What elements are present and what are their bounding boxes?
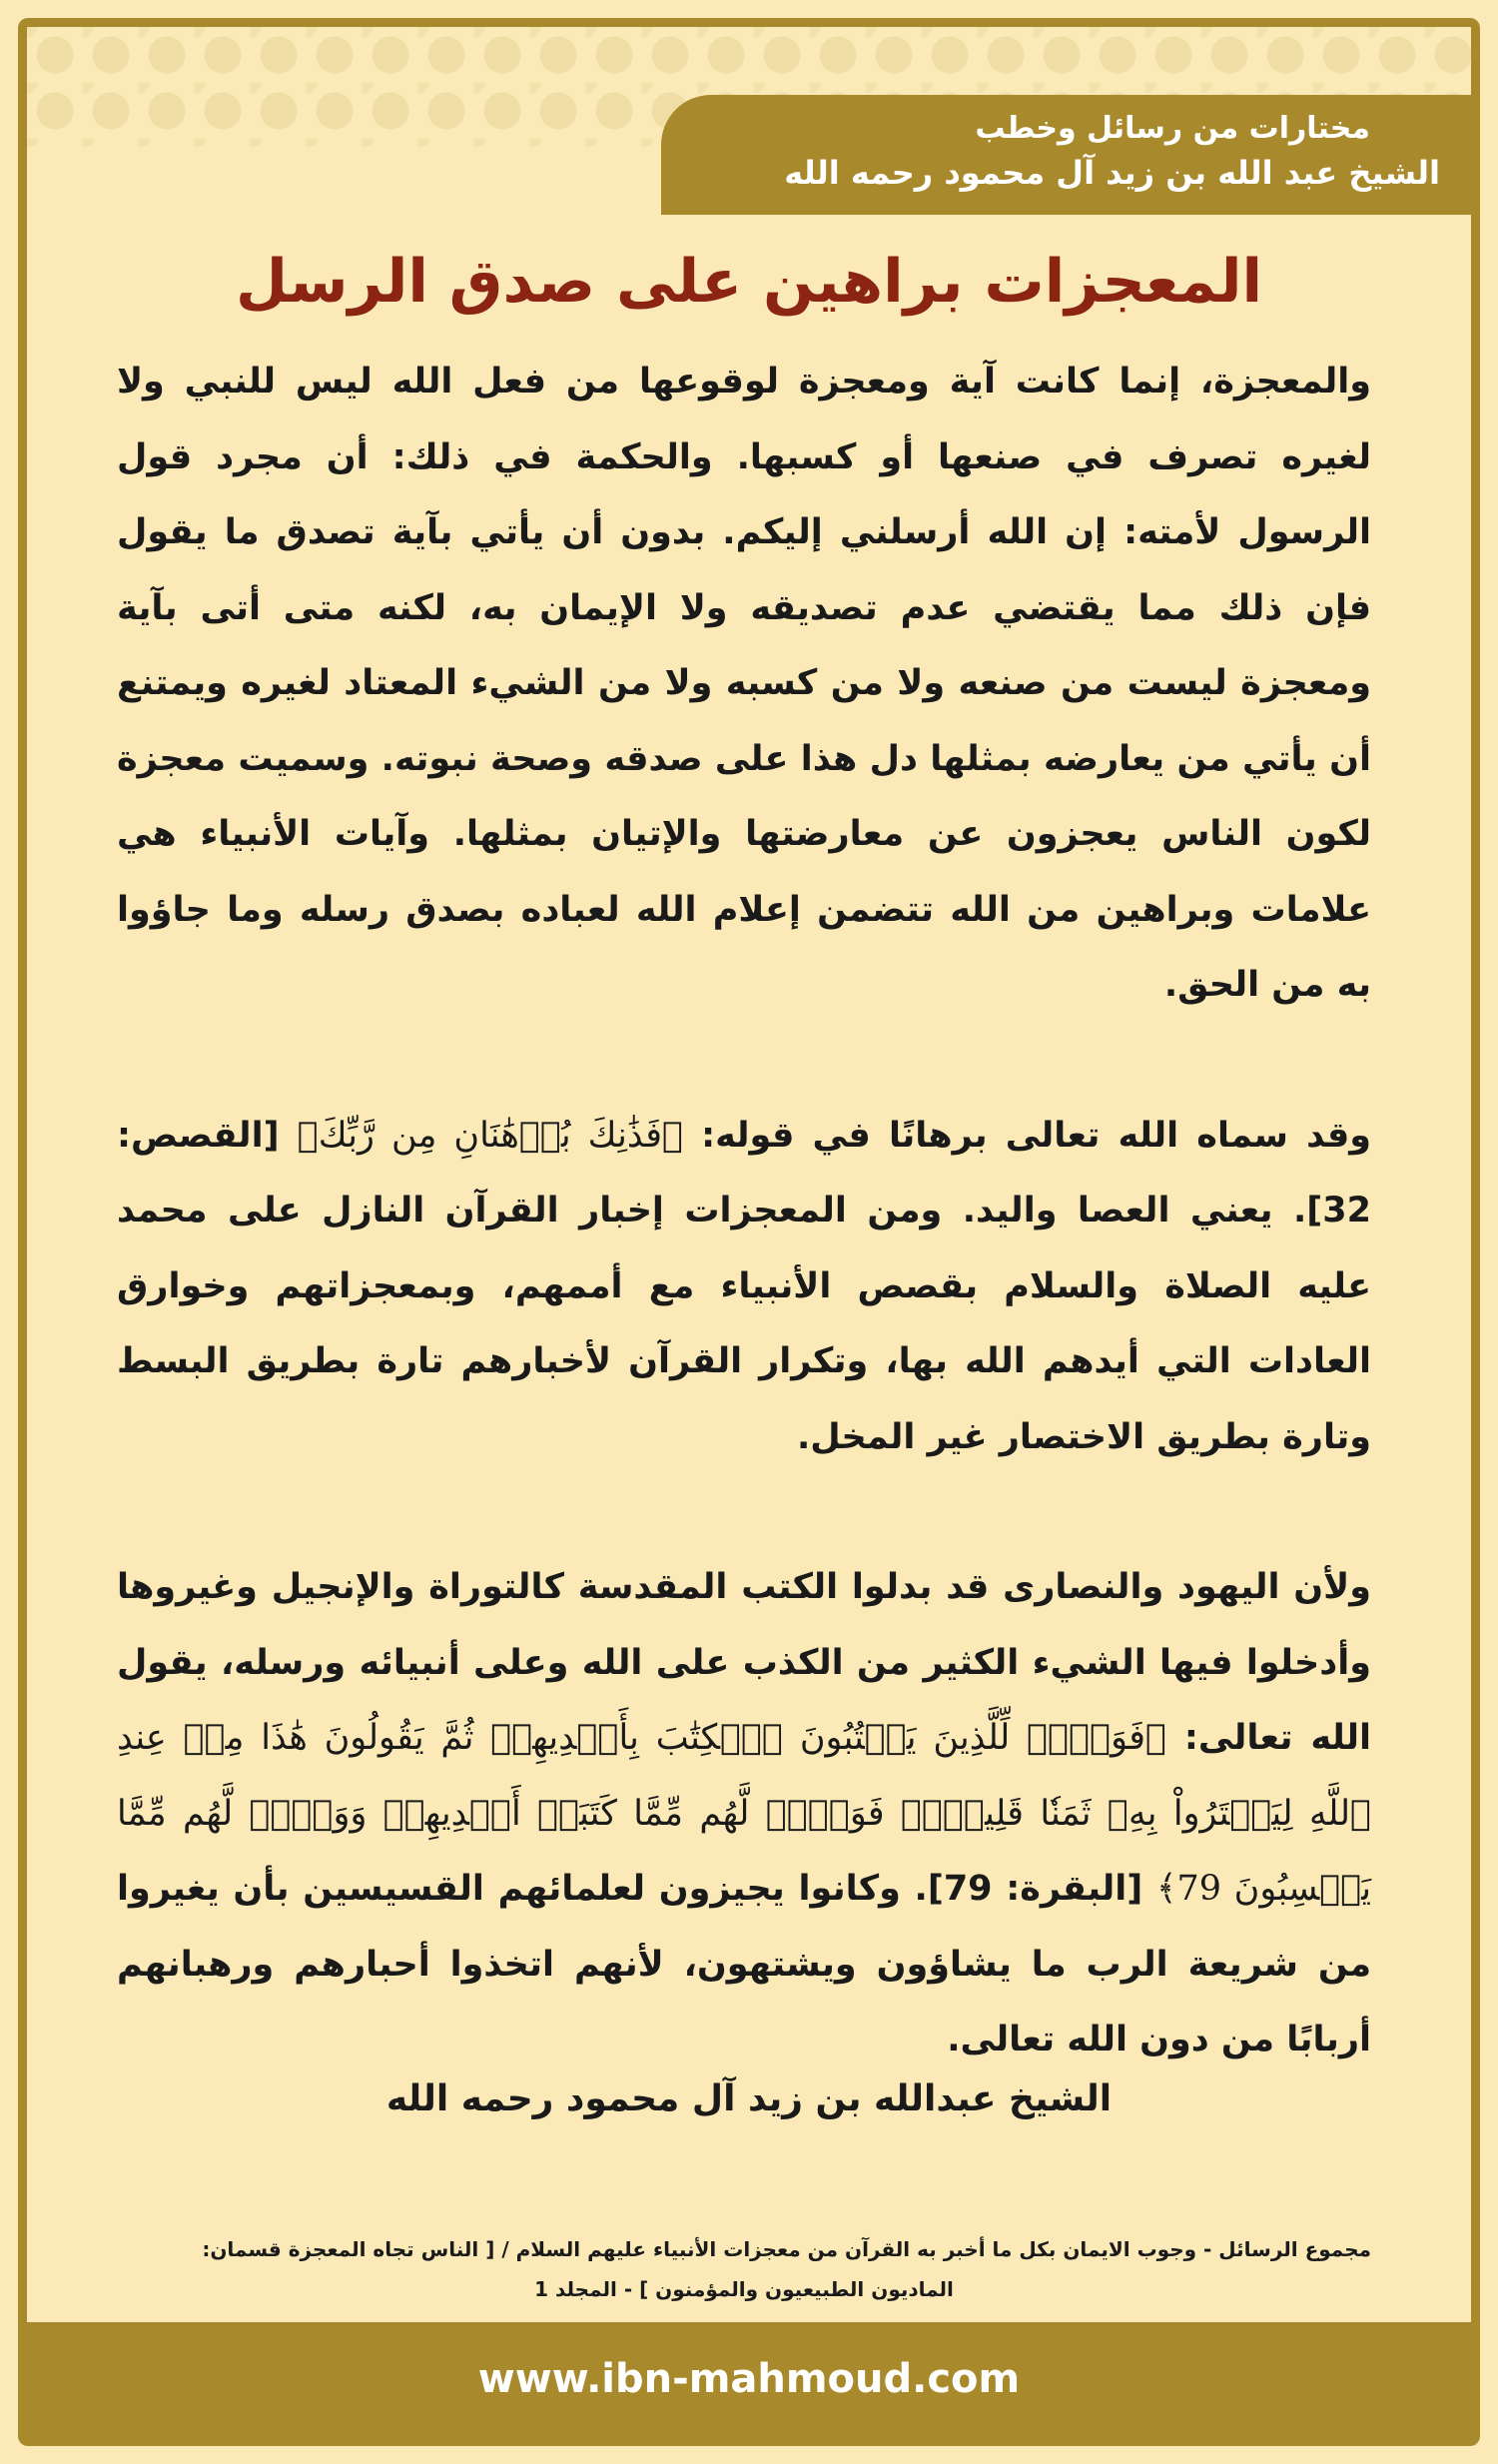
quran-verse-2: ﴿فَوَيۡلٞ لِّلَّذِينَ يَكۡتُبُونَ ٱلۡكِتَٰبَ بِأَيۡدِيهِمۡ ثُمَّ يَقُولُونَ هَٰذَا مِنۡ عِندِ ٱللَّهِ لِيَشۡتَرُواْ بِهِۦ ثَمَنٗا قَلِيلٗاۖ فَوَيۡلٞ لَّهُم مِّمَّا كَتَبَتۡ أَيۡدِيهِمۡ وَوَيۡلٞ لَّهُم مِّمَّا يَكۡسِبُونَ 79﴾	[117, 1718, 1371, 1909]
paragraph-1: والمعجزة، إنما كانت آية ومعجزة لوقوعها من فعل الله ليس للنبي ولا لغيره تصرف في صنعها أو كسبها. والحكمة في ذلك: أن مجرد قول الرسول لأمته: إن الله أرسلني إليكم. بدون أن يأتي بآية تصدق ما يقول فإن ذلك مما يقتضي عدم تصديقه ولا الإيمان به، لكنه متى أتى بآية ومعجزة ليست من صنعه ولا من كسبه ولا من الشيء المعتاد لغيره ويمتنع أن يأتي من يعارضه بمثلها دل هذا على صدقه وصحة نبوته. وسميت معجزة لكون الناس يعجزون عن معارضتها والإتيان بمثلها. وآيات الأنبياء هي علامات وبراهين من الله تتضمن إعلام الله لعباده بصدق رسله وما جاؤوا به من الحق.	[117, 362, 1371, 1005]
paragraph-2	[117, 1099, 1371, 1476]
paragraph-spacer	[117, 1024, 1371, 1099]
page-title: المعجزات براهين على صدق الرسل	[235, 247, 1263, 317]
signature: الشيخ عبدالله بن زيد آل محمود رحمه الله	[385, 2078, 1113, 2119]
reference-line-2: الماديون الطبيعيون والمؤمنون ] - المجلد 1	[534, 2277, 954, 2301]
quran-verse-1: ﴿فَذَٰنِكَ بُرۡهَٰنَانِ مِن رَّبِّكَ﴾	[297, 1115, 683, 1156]
paragraph-spacer	[117, 1475, 1371, 1550]
paragraph-3	[117, 1550, 1371, 2078]
article-body	[117, 345, 1371, 2078]
website-link[interactable]: www.ibn-mahmoud.com	[477, 2356, 1021, 2402]
paragraph-3-rest: [البقرة: 79]. وكانوا يجيزون لعلمائهم القسيسين بأن يغيروا من شريعة الرب ما يشاؤون ويشتهون، لأنهم اتخذوا أحبارهم ورهبانهم أربابًا من دون الله تعالى.	[117, 1869, 1371, 2059]
header-subtitle: مختارات من رسائل وخطب	[975, 111, 1370, 146]
page-frame	[18, 18, 1480, 2446]
paragraph-2-intro: وقد سماه الله تعالى برهانًا في قوله:	[683, 1115, 1372, 1156]
paragraph-3-intro: ولأن اليهود والنصارى قد بدلوا الكتب المقدسة كالتوراة والإنجيل وغيروها وأدخلوا فيها الشيء الكثير من الكذب على الله وعلى أنبيائه ورسله، يقول الله تعالى:	[117, 1567, 1371, 1758]
footer-bar	[27, 2322, 1471, 2437]
header-author: الشيخ عبد الله بن زيد آل محمود رحمه الله	[784, 154, 1440, 192]
reference-line-1: مجموع الرسائل - وجوب الايمان بكل ما أخبر به القرآن من معجزات الأنبياء عليهم السلام / [ الناس تجاه المعجزة قسمان:	[202, 2237, 1371, 2261]
source-reference	[117, 2229, 1371, 2309]
paragraph-2-rest: [القصص: 32]. يعني العصا واليد. ومن المعجزات إخبار القرآن النازل على محمد عليه الصلاة والسلام بقصص الأنبياء مع أممهم، وبمعجزاتهم وخوارق العادات التي أيدهم الله بها، وتكرار القرآن لأخبارهم تارة بطريق البسط وتارة بطريق الاختصار غير المخل.	[117, 1115, 1371, 1457]
header-banner	[661, 95, 1480, 215]
